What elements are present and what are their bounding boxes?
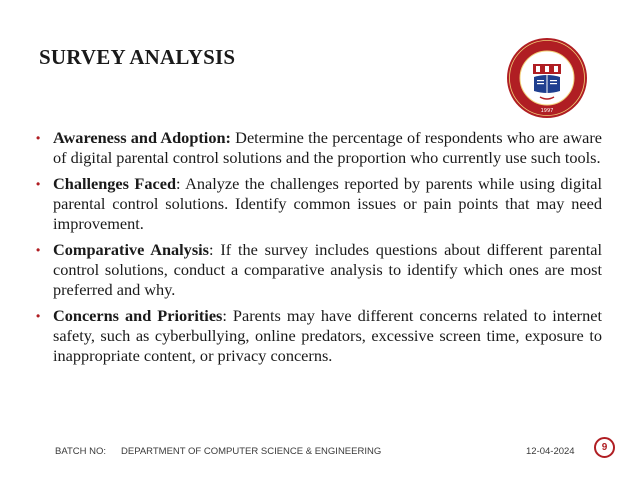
bullet-marker: • (36, 243, 41, 257)
bullet-item (36, 174, 602, 234)
page-number-badge: 9 (594, 437, 615, 458)
bullet-item (36, 306, 602, 366)
bullet-text: Determine the percentage of respondents who are aware of digital parental control solutions and the proportion who currently use such tools. (53, 128, 602, 167)
slide-title: SURVEY ANALYSIS (39, 45, 236, 69)
bullet-text: : Analyze the challenges reported by parents while using digital parental control solutions. Identify common issues or pain points that may need improvement. (53, 174, 602, 233)
bullet-item (36, 128, 602, 168)
footer-department: DEPARTMENT OF COMPUTER SCIENCE & ENGINEERING (121, 446, 382, 457)
bullet-item (36, 240, 602, 300)
college-logo (506, 37, 588, 119)
bullet-heading: Awareness and Adoption: (53, 128, 231, 147)
bullet-heading: Comparative Analysis (53, 240, 210, 259)
bullet-list (36, 128, 602, 372)
bullet-marker: • (36, 177, 41, 191)
bullet-marker: • (36, 309, 41, 323)
bullet-heading: Challenges Faced (53, 174, 177, 193)
bullet-heading: Concerns and Priorities (53, 306, 223, 325)
footer-batch: BATCH NO: (55, 446, 107, 457)
bullet-marker: • (36, 131, 41, 145)
footer-date: 12-04-2024 (526, 446, 575, 457)
svg-text:1997: 1997 (540, 108, 554, 114)
bullet-text: : Parents may have different concerns related to internet safety, such as cyberbullying, online predators, excessive screen time, exposure to inappropriate content, or privacy concerns. (53, 306, 602, 365)
bullet-text: : If the survey includes questions about different parental control solutions, conduct a comparative analysis to identify which ones are most preferred and why. (53, 240, 602, 299)
